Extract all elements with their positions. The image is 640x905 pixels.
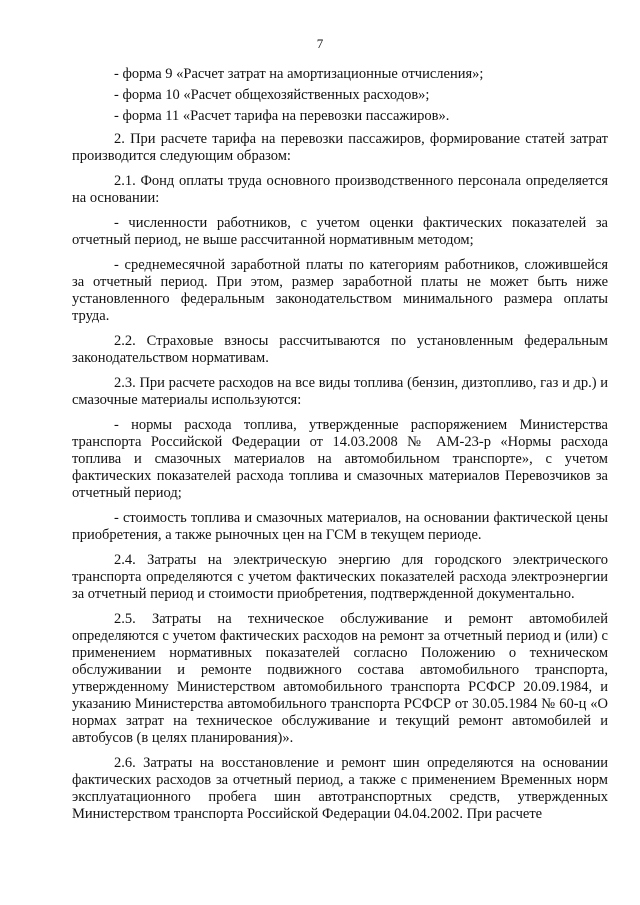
paragraph-2-1: 2.1. Фонд оплаты труда основного производственного персонала определяется на основании: bbox=[72, 173, 608, 206]
document-body bbox=[72, 66, 608, 823]
paragraph-2-6: 2.6. Затраты на восстановление и ремонт шин определяются на основании фактических расходов за отчетный период, а также с применением Временных норм эксплуатационного пробега шин автотранспортных средств, утвержденных Министерством транспорта Российской Федерации 04.04.2002. При расчете bbox=[72, 755, 608, 822]
paragraph-2-2: 2.2. Страховые взносы рассчитываются по установленным федеральным законодательством нормативам. bbox=[72, 333, 608, 366]
paragraph-2: 2. При расчете тарифа на перевозки пассажиров, формирование статей затрат производится следующим образом: bbox=[72, 131, 608, 164]
form-line-11: - форма 11 «Расчет тарифа на перевозки пассажиров». bbox=[114, 108, 450, 124]
paragraph-2-3-b: - стоимость топлива и смазочных материалов, на основании фактической цены приобретения, а также рыночных цен на ГСМ в текущем периоде. bbox=[72, 510, 608, 543]
paragraph-2-3: 2.3. При расчете расходов на все виды топлива (бензин, дизтопливо, газ и др.) и смазочные материалы используются: bbox=[72, 375, 608, 408]
page-number: 7 bbox=[316, 36, 324, 51]
form-line-9: - форма 9 «Расчет затрат на амортизационные отчисления»; bbox=[114, 66, 484, 82]
paragraph-2-3-a: - нормы расхода топлива, утвержденные распоряжением Министерства транспорта Российской Федерации от 14.03.2008 № АМ-23-р «Нормы расхода топлива и смазочных материалов на автомобильном транспорте», с учетом фактических показателей расхода топлива и смазочных материалов Перевозчиков за отчетный период; bbox=[72, 417, 608, 501]
paragraph-2-1-a: - численности работников, с учетом оценки фактических показателей за отчетный период, не выше рассчитанной нормативным методом; bbox=[72, 215, 608, 248]
paragraph-2-4: 2.4. Затраты на электрическую энергию для городского электрического транспорта определяются с учетом фактических показателей расхода электроэнергии за отчетный период и стоимости приобретения, подтвержденной документально. bbox=[72, 552, 608, 602]
form-line-10: - форма 10 «Расчет общехозяйственных расходов»; bbox=[114, 87, 430, 103]
paragraph-2-5: 2.5. Затраты на техническое обслуживание и ремонт автомобилей определяются с учетом фактических расходов на ремонт за отчетный период и (или) с применением нормативных показателей согласно Положению о техническом обслуживании и ремонте подвижного состава автомобильного транспорта, утвержденному Министерством автомобильного транспорта РСФСР 20.09.1984, и указанию Министерства автомобильного транспорта РСФСР от 30.05.1984 № 60-ц «О нормах затрат на техническое обслуживание и текущий ремонт автомобилей и автобусов (в целях планирования)». bbox=[72, 611, 608, 746]
paragraph-2-1-b: - среднемесячной заработной платы по категориям работников, сложившейся за отчетный период. При этом, размер заработной платы не может быть ниже установленного федеральным законодательством минимального размера оплаты труда. bbox=[72, 257, 608, 324]
